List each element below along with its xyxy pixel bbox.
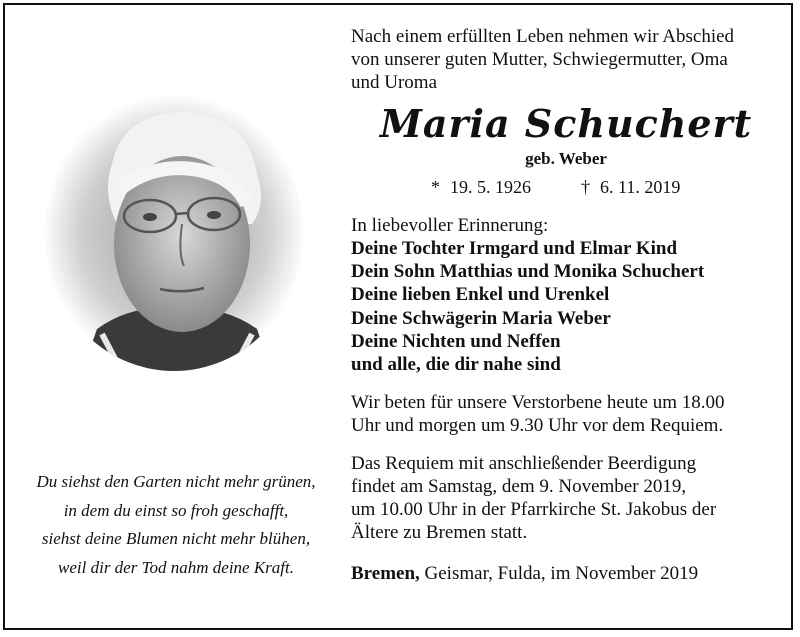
family-list [351,237,781,376]
notice-text-column [351,25,781,585]
birth-date-value: 19. 5. 1926 [450,177,531,197]
poem-line: Du siehst den Garten nicht mehr grünen, [36,472,316,491]
prayer-notice [351,391,781,437]
family-member: Dein Sohn Matthias und Monika Schuchert [351,261,705,283]
intro-line: und Uroma [351,72,438,93]
requiem-line: um 10.00 Uhr in der Pfarrkirche St. Jakobus der [351,499,717,521]
prayer-line: Wir beten für unsere Verstorbene heute um 18.00 [351,392,725,414]
life-dates [351,176,781,198]
birth-date [431,176,531,198]
deceased-name: Maria Schuchert [379,101,753,146]
portrait-photo [42,94,306,372]
death-date [581,176,680,198]
poem-verse [18,468,334,582]
intro-line: Nach einem erfüllten Leben nehmen wir Abschied [351,26,735,47]
intro-text [351,25,781,94]
birth-star-icon: * [431,177,440,197]
maiden-name: geb. Weber [525,149,607,168]
requiem-line: Das Requiem mit anschließender Beerdigung [351,453,697,475]
memory-heading: In liebevoller Erinnerung: [351,215,549,236]
signature-city: Bremen, [351,563,420,585]
requiem-line: Ältere zu Bremen statt. [351,522,528,544]
signature-places: Geismar, Fulda, im November 2019 [419,563,699,585]
prayer-line: Uhr und morgen um 9.30 Uhr vor dem Requiem. [351,415,724,437]
family-member: Deine Tochter Irmgard und Elmar Kind [351,238,678,259]
family-member: Deine Schwägerin Maria Weber [351,307,611,329]
death-date-value: 6. 11. 2019 [600,177,681,197]
death-cross-icon: † [581,177,590,197]
signature-line [351,562,781,585]
poem-line: siehst deine Blumen nicht mehr blühen, [41,529,311,548]
requiem-line: findet am Samstag, dem 9. November 2019, [351,476,687,498]
family-member: Deine Nichten und Neffen [351,330,561,352]
poem-line: in dem du einst so froh geschafft, [63,500,289,520]
poem-line: weil dir der Tod nahm deine Kraft. [58,557,294,577]
intro-line: von unserer guten Mutter, Schwiegermutter, Oma [351,49,728,70]
requiem-notice [351,452,781,544]
family-member: Deine lieben Enkel und Urenkel [351,284,610,306]
family-member: und alle, die dir nahe sind [351,354,561,376]
